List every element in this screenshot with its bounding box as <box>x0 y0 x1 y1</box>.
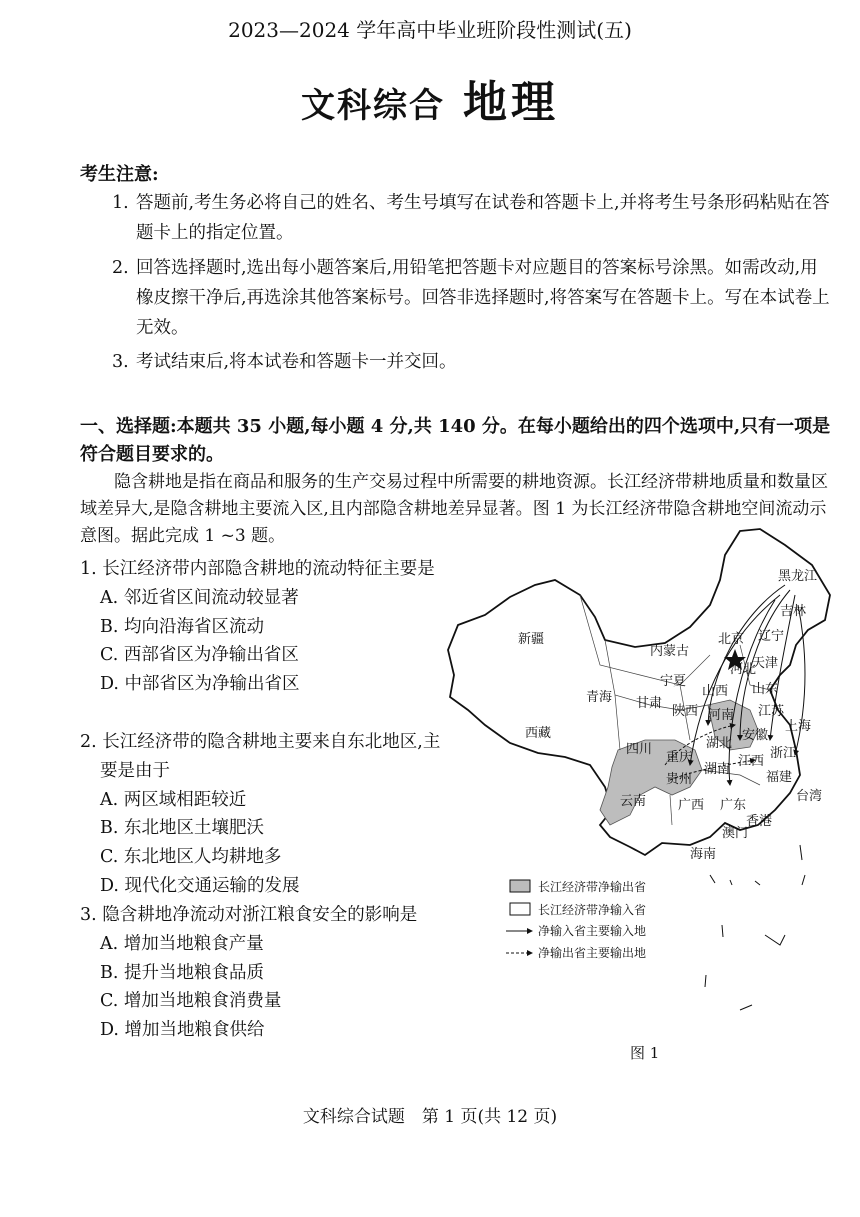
question-1 <box>80 555 450 699</box>
notice-item-number: 3. <box>112 352 129 372</box>
label-shaanxi: 陕西 <box>672 704 699 719</box>
option-b: B. 东北地区土壤肥沃 <box>100 818 264 839</box>
option-a: A. 邻近省区间流动较显著 <box>100 587 299 608</box>
label-shanxi: 山西 <box>702 684 729 699</box>
notice-title: 考生注意: <box>80 164 159 185</box>
question-3 <box>80 901 450 1045</box>
option-c: C. 东北地区人均耕地多 <box>100 847 282 868</box>
notice-item-number: 1. <box>112 193 129 213</box>
label-tianjin: 天津 <box>752 656 779 671</box>
label-taiwan: 台湾 <box>796 789 823 804</box>
label-guangdong: 广东 <box>720 798 747 813</box>
label-henan: 河南 <box>708 708 735 723</box>
label-fujian: 福建 <box>766 770 793 785</box>
legend-net-output-swatch <box>510 880 530 892</box>
label-macao: 澳门 <box>722 826 749 841</box>
label-gansu: 甘肃 <box>636 696 663 711</box>
page-title <box>0 66 860 130</box>
option-d: D. 增加当地粮食供给 <box>100 1020 265 1041</box>
legend-net-output: 长江经济带净输出省 <box>538 880 647 894</box>
notice-item <box>112 347 832 377</box>
label-liaoning: 辽宁 <box>758 629 785 644</box>
subject-subtitle: 地理 <box>463 77 559 128</box>
page-footer: 文科综合试题 第 1 页(共 12 页) <box>302 1107 558 1127</box>
option-d: D. 现代化交通运输的发展 <box>100 875 300 896</box>
notice-item <box>112 188 832 248</box>
map-legend <box>506 879 646 960</box>
label-hainan: 海南 <box>690 847 717 862</box>
label-qinghai: 青海 <box>586 690 613 705</box>
notice-item <box>112 253 832 343</box>
option-d: D. 中部省区为净输出省区 <box>100 674 300 695</box>
label-hubei: 湖北 <box>706 736 733 751</box>
label-beijing: 北京 <box>718 632 745 647</box>
label-guizhou: 贵州 <box>666 772 693 787</box>
option-b: B. 均向沿海省区流动 <box>100 616 264 637</box>
label-hongkong: 香港 <box>746 814 773 829</box>
legend-net-input-swatch <box>510 903 530 915</box>
option-a: A. 增加当地粮食产量 <box>100 933 264 954</box>
china-flow-map <box>440 525 840 1065</box>
label-guangxi: 广西 <box>678 798 705 813</box>
label-neimenggu: 内蒙古 <box>650 644 690 659</box>
label-sichuan: 四川 <box>626 742 653 757</box>
question-stem: 2. 长江经济带的隐含耕地主要来自东北地区,主要是由于 <box>80 732 441 781</box>
label-jiangsu: 江苏 <box>758 704 785 719</box>
legend-net-input: 长江经济带净输入省 <box>538 903 647 917</box>
section-title: 一、选择题:本题共 35 小题,每小题 4 分,共 140 分。在每小题给出的四个选项中,只有一项是符合题目要求的。 <box>80 416 831 465</box>
label-hunan: 湖南 <box>704 762 731 777</box>
label-heilongjiang: 黑龙江 <box>778 569 818 584</box>
notice-item-text: 回答选择题时,选出每小题答案后,用铅笔把答题卡对应题目的答案标号涂黑。如需改动,用橡皮擦干净后,再选涂其他答案标号。回答非选择题时,将答案写在答题卡上。写在本试卷上无效。 <box>136 258 830 338</box>
label-zhejiang: 浙江 <box>770 746 797 761</box>
legend-output-arrow: 净输出省主要输出地 <box>538 946 647 960</box>
exam-header: 2023—2024 学年高中毕业班阶段性测试(五) <box>228 18 632 42</box>
label-yunnan: 云南 <box>620 794 647 809</box>
label-shanghai: 上海 <box>785 719 812 734</box>
legend-input-arrow: 净输入省主要输入地 <box>538 924 647 938</box>
option-c: C. 西部省区为净输出省区 <box>100 645 299 666</box>
label-anhui: 安徽 <box>742 728 769 743</box>
label-chongqing: 重庆 <box>666 750 693 765</box>
label-ningxia: 宁夏 <box>660 674 687 689</box>
label-jiangxi: 江西 <box>738 754 765 769</box>
label-xizang: 西藏 <box>525 726 552 741</box>
notice-item-text: 考试结束后,将本试卷和答题卡一并交回。 <box>136 352 457 372</box>
label-shandong: 山东 <box>752 682 779 697</box>
label-xinjiang: 新疆 <box>518 632 545 647</box>
notice-item-number: 2. <box>112 258 129 278</box>
label-jilin: 吉林 <box>780 604 807 619</box>
notice-item-text: 答题前,考生务必将自己的姓名、考生号填写在试卷和答题卡上,并将考生号条形码粘贴在答题卡上的指定位置。 <box>136 193 830 243</box>
subject-title: 文科综合 <box>301 86 445 126</box>
option-c: C. 增加当地粮食消费量 <box>100 991 282 1012</box>
question-stem: 3. 隐含耕地净流动对浙江粮食安全的影响是 <box>80 905 418 925</box>
figure-caption: 图 1 <box>630 1044 660 1062</box>
label-hebei: 河北 <box>730 662 757 677</box>
question-stem: 1. 长江经济带内部隐含耕地的流动特征主要是 <box>80 559 435 579</box>
question-2 <box>80 728 450 901</box>
option-b: B. 提升当地粮食品质 <box>100 962 264 983</box>
option-a: A. 两区域相距较近 <box>100 789 247 810</box>
question-intro: 隐含耕地是指在商品和服务的生产交易过程中所需要的耕地资源。长江经济带耕地质量和数量区域差异大,是隐含耕地主要流入区,且内部隐含耕地差异显著。图 1 为长江经济带隐含耕地空间流动示意图。据此完成 1 ~3 题。 <box>80 472 828 546</box>
south-sea-islands <box>705 845 805 1010</box>
